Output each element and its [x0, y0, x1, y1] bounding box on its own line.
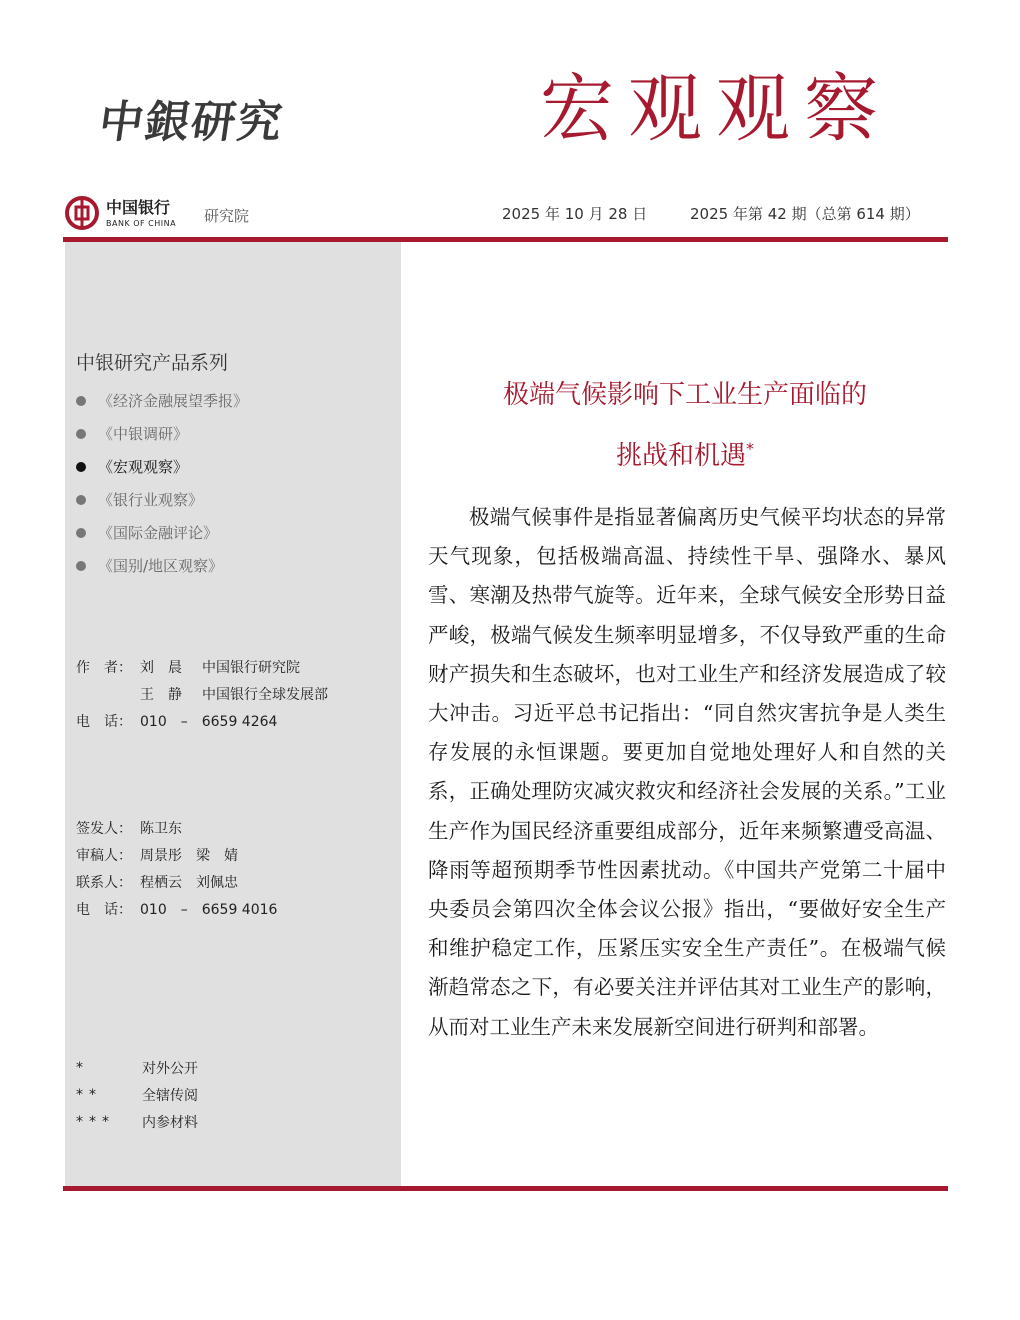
bullet-icon — [76, 528, 86, 538]
series-item[interactable]: 《中银调研》 — [76, 417, 248, 450]
issue-number: 2025 年第 42 期（总第 614 期） — [690, 205, 920, 223]
bullet-icon — [76, 561, 86, 571]
series-item[interactable]: 《银行业观察》 — [76, 483, 248, 516]
legend-row: ** 全辖传阅 — [76, 1086, 198, 1104]
product-series-heading: 中银研究产品系列 — [76, 352, 229, 374]
research-brand-logo: 中銀研究 — [95, 97, 287, 148]
article-title-line-1: 极端气候影响下工业生产面临的 — [502, 380, 867, 410]
legend-row: * 对外公开 — [76, 1059, 198, 1077]
bank-of-china-logo-icon — [65, 196, 99, 230]
signoff-row: 电 话： 010 – 6659 4016 — [76, 901, 278, 918]
bullet-icon — [76, 396, 86, 406]
bank-name-english: BANK OF CHINA — [106, 219, 177, 228]
signoff-row: 签发人： 陈卫东 — [76, 820, 182, 837]
publication-masthead: 宏观观察 — [540, 66, 892, 152]
signoff-row: 审稿人： 周景彤 梁 婧 — [76, 847, 238, 864]
bullet-icon — [76, 462, 86, 472]
institute-label: 研究院 — [204, 207, 250, 225]
article-body: 极端气候事件是指显著偏离历史气候平均状态的异常天气现象，包括极端高温、持续性干旱、强降水、暴风雪、寒潮及热带气旋等。近年来，全球气候安全形势日益严峻，极端气候发生频率明显增多，不仅导致严重的生命财产损失和生态破坏，也对工业生产和经济发展造成了较大冲击。习近平总书记指出：“同自然灾害抗争是人类生存发展的永恒课题。要更加自觉地处理好人和自然的关系，正确处理防灾减灾救灾和经济社会发展的关系。”工业生产作为国民经济重要组成部分，近年来频繁遭受高温、降雨等超预期季节性因素扰动。《中国共产党第二十届中央委员会第四次全体会议公报》指出，“要做好安全生产和维护稳定工作，压紧压实安全生产责任”。在极端气候渐趋常态之下，有必要关注并评估其对工业生产的影响，从而对工业生产未来发展新空间进行研判和部署。 — [428, 505, 946, 1039]
product-series-list — [76, 384, 248, 582]
author-phone-row: 电 话： 010 – 6659 4264 — [76, 713, 278, 730]
article-title-line-2: 挑战和机遇* — [615, 439, 754, 471]
legend-row: *** 内参材料 — [76, 1113, 198, 1131]
bullet-icon — [76, 495, 86, 505]
series-item[interactable]: 《经济金融展望季报》 — [76, 384, 248, 417]
bullet-icon — [76, 429, 86, 439]
signoff-row: 联系人： 程栖云 刘佩忠 — [76, 874, 238, 891]
author-row: 作 者： 刘 晨 中国银行研究院 — [76, 659, 300, 676]
series-item[interactable]: 《国别/地区观察》 — [76, 549, 248, 582]
issue-date: 2025 年 10 月 28 日 — [502, 205, 648, 223]
signoff-info — [76, 814, 277, 922]
footer-divider — [63, 1186, 948, 1191]
author-row: 王 静 中国银行全球发展部 — [140, 686, 328, 703]
distribution-legend — [76, 1054, 198, 1135]
bank-name-chinese: 中国银行 — [106, 198, 171, 217]
series-item-active[interactable]: 《宏观观察》 — [76, 450, 248, 483]
author-info — [76, 653, 328, 734]
series-item[interactable]: 《国际金融评论》 — [76, 516, 248, 549]
title-footnote-mark: * — [746, 439, 754, 458]
